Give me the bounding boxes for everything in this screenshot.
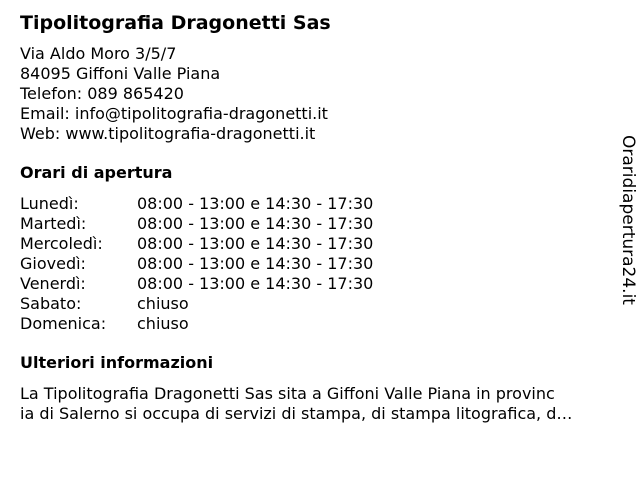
day-label: Domenica: — [20, 314, 107, 333]
day-hours: 08:00 - 13:00 e 14:30 - 17:30 — [137, 194, 374, 213]
info-heading: Ulteriori informazioni — [20, 353, 214, 372]
day-label: Mercoledì: — [20, 234, 103, 253]
day-label: Martedì: — [20, 214, 87, 233]
day-label: Venerdì: — [20, 274, 86, 293]
site-watermark: Oraridiapertura24.it — [618, 135, 638, 305]
day-hours: 08:00 - 13:00 e 14:30 - 17:30 — [137, 234, 374, 253]
phone-line: Telefon: 089 865420 — [20, 84, 184, 103]
web-line: Web: www.tipolitografia-dragonetti.it — [20, 124, 316, 143]
info-line: ia di Salerno si occupa di servizi di stampa, di stampa litografica, d… — [20, 404, 573, 423]
day-hours: 08:00 - 13:00 e 14:30 - 17:30 — [137, 254, 374, 273]
day-hours: 08:00 - 13:00 e 14:30 - 17:30 — [137, 274, 374, 293]
business-name: Tipolitografia Dragonetti Sas — [20, 12, 331, 34]
hours-heading: Orari di apertura — [20, 163, 173, 182]
address-city: 84095 Giffoni Valle Piana — [20, 64, 221, 83]
day-label: Giovedì: — [20, 254, 86, 273]
address-street: Via Aldo Moro 3/5/7 — [20, 44, 177, 63]
info-text — [20, 384, 572, 424]
day-hours: chiuso — [137, 294, 189, 313]
info-line: La Tipolitografia Dragonetti Sas sita a Giffoni Valle Piana in provinc — [20, 384, 555, 403]
day-hours: chiuso — [137, 314, 189, 333]
email-line: Email: info@tipolitografia-dragonetti.it — [20, 104, 328, 123]
day-label: Lunedì: — [20, 194, 79, 213]
day-label: Sabato: — [20, 294, 82, 313]
day-hours: 08:00 - 13:00 e 14:30 - 17:30 — [137, 214, 374, 233]
contact-block — [20, 44, 328, 144]
